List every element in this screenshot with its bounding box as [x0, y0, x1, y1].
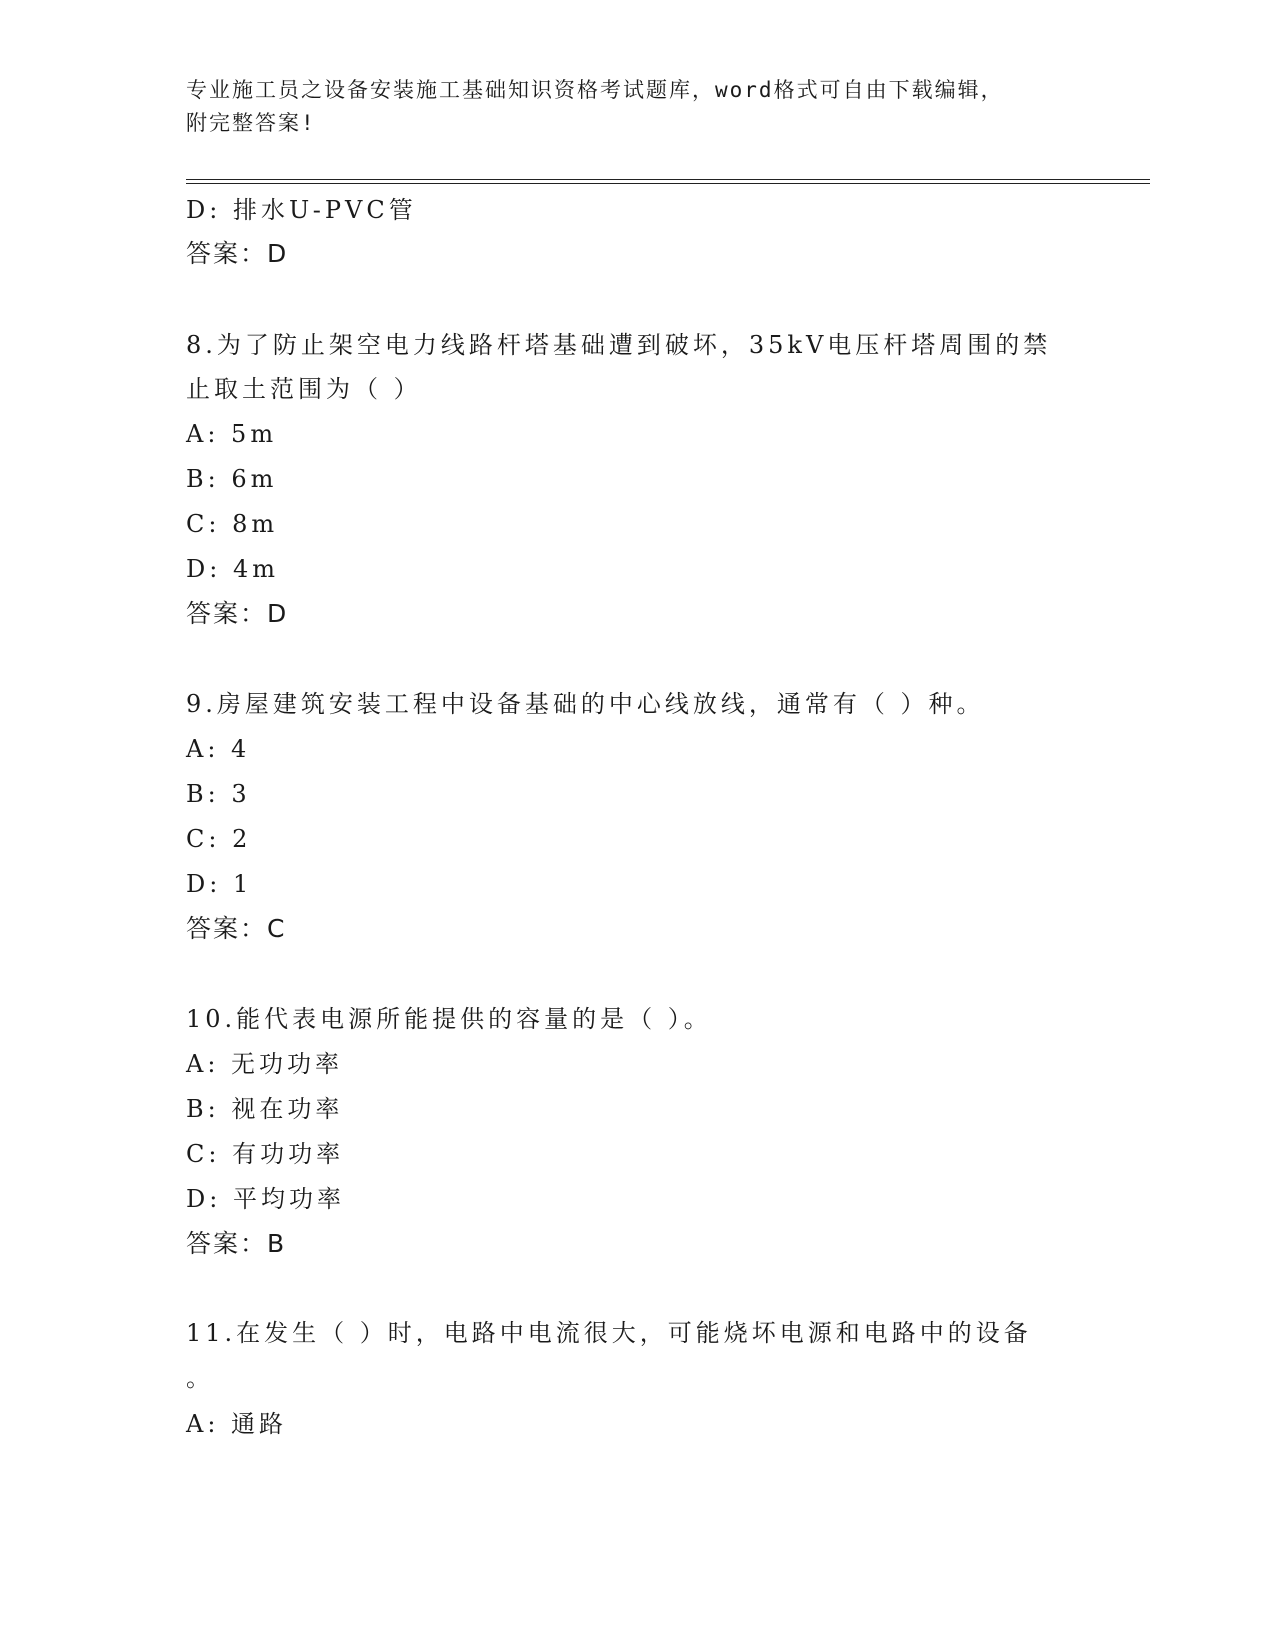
- q11-option-a: A: 通路: [186, 1410, 288, 1438]
- q8-option-c: C: 8m: [186, 510, 279, 538]
- q10-option-b: B: 视在功率: [186, 1095, 344, 1123]
- q7-option-d: D: 排水U-PVC管: [186, 196, 417, 224]
- document-header: [186, 74, 1066, 140]
- q9-option-c: C: 2: [186, 825, 252, 853]
- header-rule-top: [186, 179, 1150, 180]
- header-line-2: 附完整答案!: [186, 111, 316, 135]
- q9-option-d: D: 1: [186, 870, 253, 898]
- header-rule-bottom: [186, 183, 1150, 184]
- q9-option-b: B: 3: [186, 780, 251, 808]
- q8-stem-line-1: 8.为了防止架空电力线路杆塔基础遭到破坏，35kV电压杆塔周围的禁: [186, 331, 1052, 359]
- q10-stem-line-1: 10.能代表电源所能提供的容量的是（ ）。: [186, 1005, 712, 1033]
- q10-option-c: C: 有功功率: [186, 1140, 345, 1168]
- q11-stem-line-1: 11.在发生（ ）时，电路中电流很大，可能烧坏电源和电路中的设备: [186, 1319, 1032, 1347]
- q8-option-d: D: 4m: [186, 555, 279, 583]
- q11-stem-line-2: 。: [186, 1364, 214, 1392]
- q8-option-a: A: 5m: [186, 420, 278, 448]
- q7-answer: 答案：D: [186, 239, 289, 268]
- header-line-1: 专业施工员之设备安装施工基础知识资格考试题库，word格式可自由下载编辑，: [186, 78, 1004, 102]
- q10-option-d: D: 平均功率: [186, 1185, 345, 1213]
- q8-option-b: B: 6m: [186, 465, 278, 493]
- q9-answer: 答案：C: [186, 914, 287, 943]
- q8-stem-line-2: 止取土范围为（ ）: [186, 375, 422, 403]
- q10-answer: 答案：B: [186, 1229, 287, 1258]
- q9-stem-line-1: 9.房屋建筑安装工程中设备基础的中心线放线，通常有（ ）种。: [186, 690, 985, 718]
- q8-answer: 答案：D: [186, 599, 289, 628]
- q10-option-a: A: 无功功率: [186, 1050, 344, 1078]
- q9-option-a: A: 4: [186, 735, 251, 763]
